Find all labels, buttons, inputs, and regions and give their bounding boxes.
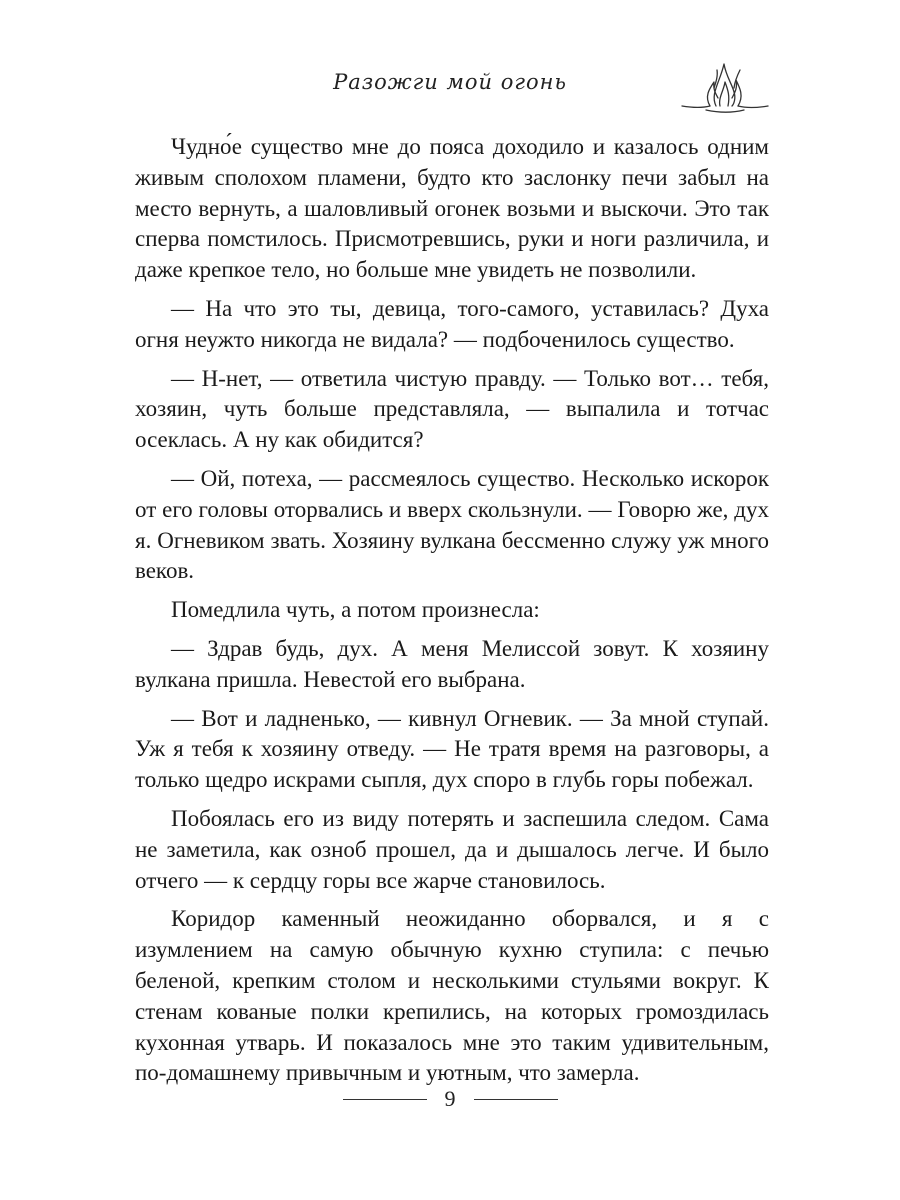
paragraph-1: Чудно́е существо мне до пояса доходило и казалось одним живым сполохом пламени, будто кто заслонку печи забыл на место вернуть, а шаловливый огонек возьми и выскочи. Это так сперва помстилось. Присмотревшись, руки и ноги различила, и даже крепкое тело, но больше мне увидеть не позволили. bbox=[135, 134, 769, 283]
paragraph-3: — Н-нет, — ответила чистую правду. — Только вот… тебя, хозяин, чуть больше представляла, — выпалила и тотчас осеклась. А ну как обидится? bbox=[135, 365, 769, 453]
flame-icon bbox=[680, 58, 770, 116]
body-text bbox=[135, 132, 769, 1089]
page-footer bbox=[0, 1086, 900, 1112]
running-head: Разожги мой огонь bbox=[333, 70, 567, 94]
paragraph-6: — Здрав будь, дух. А меня Мелиссой зовут. К хозяину вулкана пришла. Невестой его выбрана. bbox=[135, 635, 769, 692]
page-number: 9 bbox=[444, 1086, 456, 1111]
footer-rule-left bbox=[343, 1099, 427, 1100]
paragraph-4: — Ой, потеха, — рассмеялось существо. Несколько искорок от его головы оторвались и вверх скользнули. — Говорю же, дух я. Огневиком звать. Хозяину вулкана бессменно служу уж много веков. bbox=[135, 465, 769, 584]
paragraph-7: — Вот и ладненько, — кивнул Огневик. — За мной ступай. Уж я тебя к хозяину отведу. — Не тратя время на разговоры, а только щедро искрами сыпля, дух споро в глубь горы побежал. bbox=[135, 705, 769, 793]
paragraph-9: Коридор каменный неожиданно оборвался, и я с изумлением на самую обычную кухню ступила: с печью беленой, крепким столом и несколькими стульями вокруг. К стенам кованые полки крепились, на которых громоздилась кухонная утварь. И показалось мне это таким удивительным, по-домашнему привычным и уютным, что замерла. bbox=[135, 906, 769, 1086]
paragraph-8: Побоялась его из виду потерять и заспешила следом. Сама не заметила, как озноб прошел, да и дышалось легче. И было отчего — к сердцу горы все жарче становилось. bbox=[135, 805, 769, 893]
paragraph-5: Помедлила чуть, а потом произнесла: bbox=[171, 597, 540, 623]
paragraph-2: — На что это ты, девица, того-самого, уставилась? Духа огня неужто никогда не видала? — подбоченилось существо. bbox=[135, 295, 769, 352]
footer-rule-right bbox=[474, 1099, 558, 1100]
